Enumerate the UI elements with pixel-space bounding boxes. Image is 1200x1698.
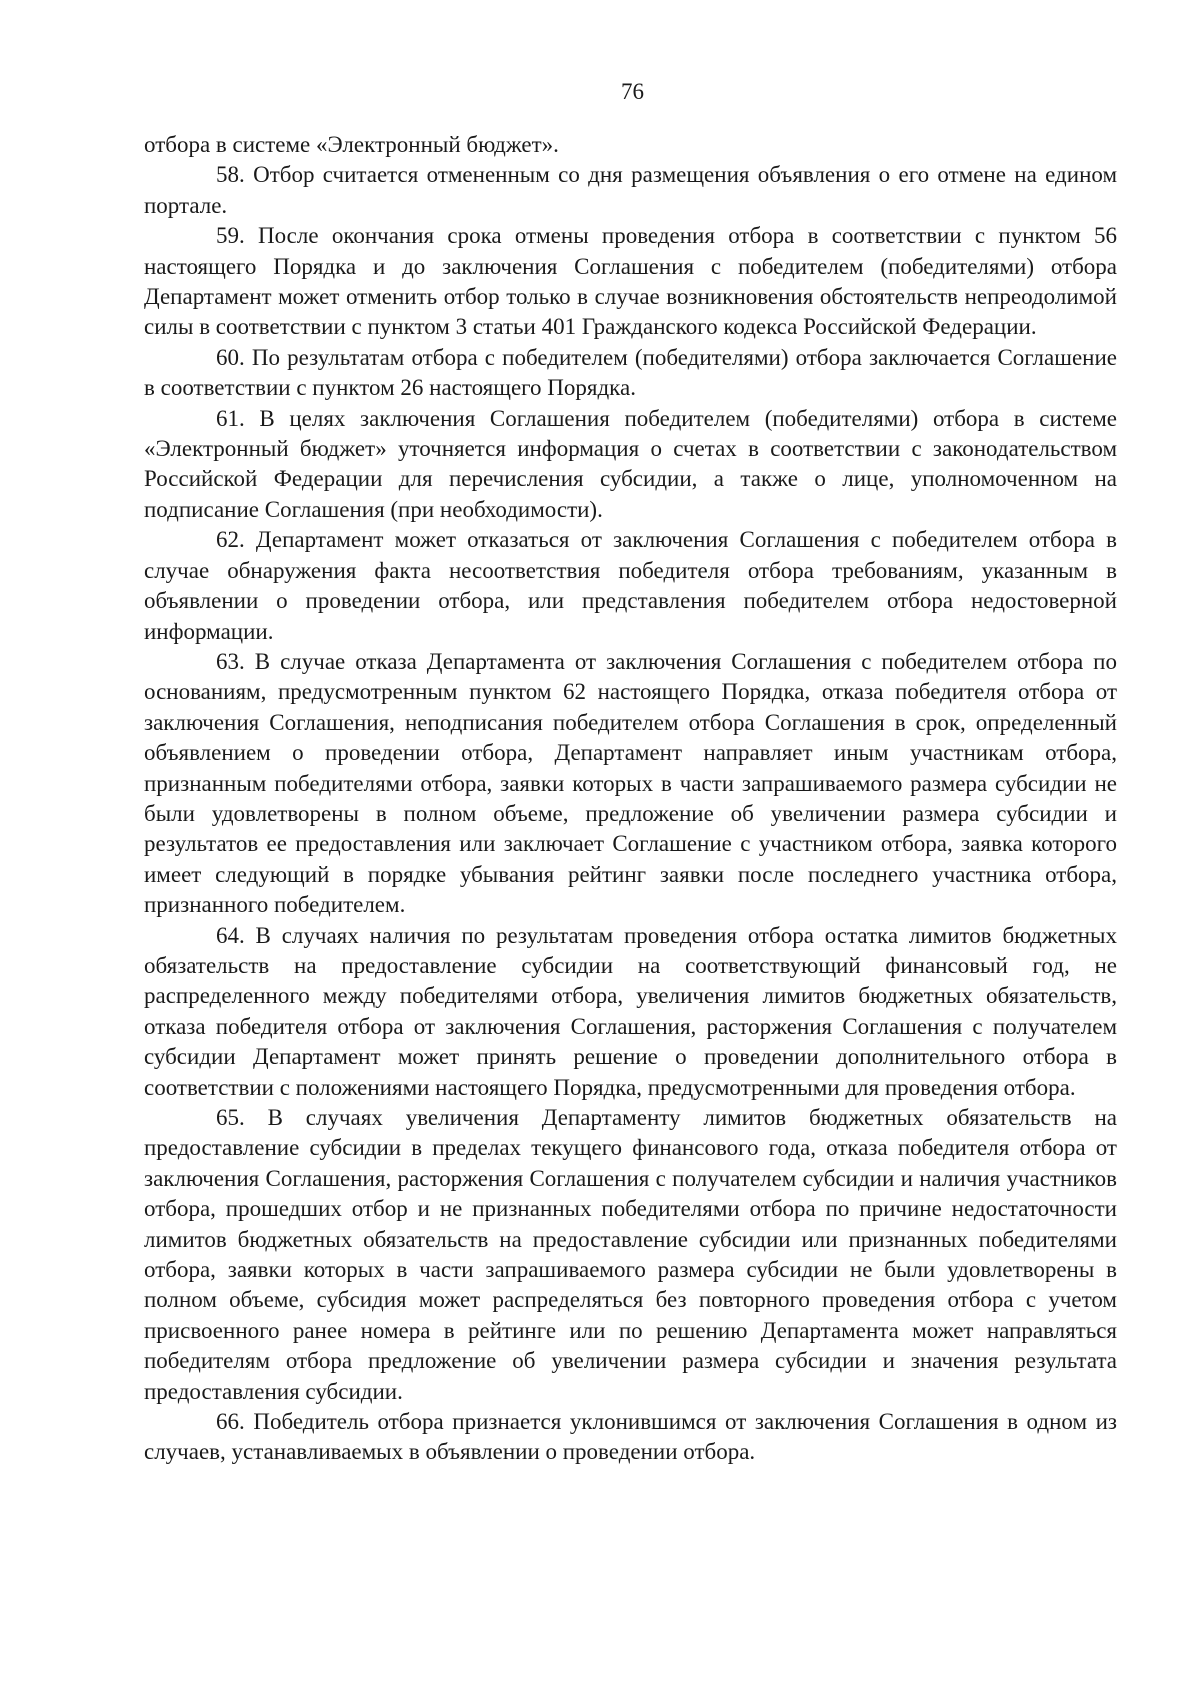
paragraph-61: 61. В целях заключения Соглашения победителем (победителями) отбора в системе «Электронный бюджет» уточняется информация о счетах в соответствии с законодательством Российской Федерации для перечисления субсидии, а также о лице, уполномоченном на подписание Соглашения (при необходимости). — [144, 405, 1117, 522]
paragraph-59: 59. После окончания срока отмены проведения отбора в соответствии с пунктом 56 настоящего Порядка и до заключения Соглашения с победителем (победителями) отбора Департамент может отменить отбор только в случае возникновения обстоятельств непреодолимой силы в соответствии с пунктом 3 статьи 401 Гражданского кодекса Российской Федерации. — [144, 223, 1117, 340]
paragraph-66: 66. Победитель отбора признается уклонившимся от заключения Соглашения в одном из случаев, устанавливаемых в объявлении о проведении отбора. — [144, 1409, 1117, 1465]
paragraph-63: 63. В случае отказа Департамента от заключения Соглашения с победителем отбора по основаниям, предусмотренным пунктом 62 настоящего Порядка, отказа победителя отбора от заключения Соглашения, неподписания победителем отбора Соглашения в срок, определенный объявлением о проведении отбора, Департамент направляет иным участникам отбора, признанным победителями отбора, заявки которых в части запрашиваемого размера субсидии не были удовлетворены в полном объеме, предложение об увеличении размера субсидии и результатов ее предоставления или заключает Соглашение с участником отбора, заявка которого имеет следующий в порядке убывания рейтинг заявки после последнего участника отбора, признанного победителем. — [144, 648, 1117, 918]
paragraph-64: 64. В случаях наличия по результатам проведения отбора остатка лимитов бюджетных обязательств на предоставление субсидии на соответствующий финансовый год, не распределенного между победителями отбора, увеличения лимитов бюджетных обязательств, отказа победителя отбора от заключения Соглашения, расторжения Соглашения с получателем субсидии Департамент может принять решение о проведении дополнительного отбора в соответствии с положениями настоящего Порядка, предусмотренными для проведения отбора. — [144, 922, 1117, 1100]
paragraph-62: 62. Департамент может отказаться от заключения Соглашения с победителем отбора в случае обнаружения факта несоответствия победителя отбора требованиям, указанным в объявлении о проведении отбора, или представления победителем отбора недостоверной информации. — [144, 527, 1117, 644]
paragraph-60: 60. По результатам отбора с победителем (победителями) отбора заключается Соглашение в соответствии с пунктом 26 настоящего Порядка. — [144, 344, 1117, 401]
paragraph-58: 58. Отбор считается отмененным со дня размещения объявления о его отмене на едином портале. — [144, 162, 1117, 218]
document-body — [144, 130, 1117, 1468]
paragraph-65: 65. В случаях увеличения Департаменту лимитов бюджетных обязательств на предоставление субсидии в пределах текущего финансового года, отказа победителя отбора от заключения Соглашения, расторжения Соглашения с получателем субсидии и наличия участников отбора, прошедших отбор и не признанных победителями отбора по причине недостаточности лимитов бюджетных обязательств на предоставление субсидии или признанных победителями отбора, заявки которых в части запрашиваемого размера субсидии не были удовлетворены в полном объеме, субсидия может распределяться без повторного проведения отбора с учетом присвоенного ранее номера в рейтинге или по решению Департамента может направляться победителям отбора предложение об увеличении размера субсидии и значения результата предоставления субсидии. — [144, 1105, 1117, 1404]
paragraph-continuation: отбора в системе «Электронный бюджет». — [144, 132, 559, 157]
page-number: 76 — [621, 79, 644, 104]
